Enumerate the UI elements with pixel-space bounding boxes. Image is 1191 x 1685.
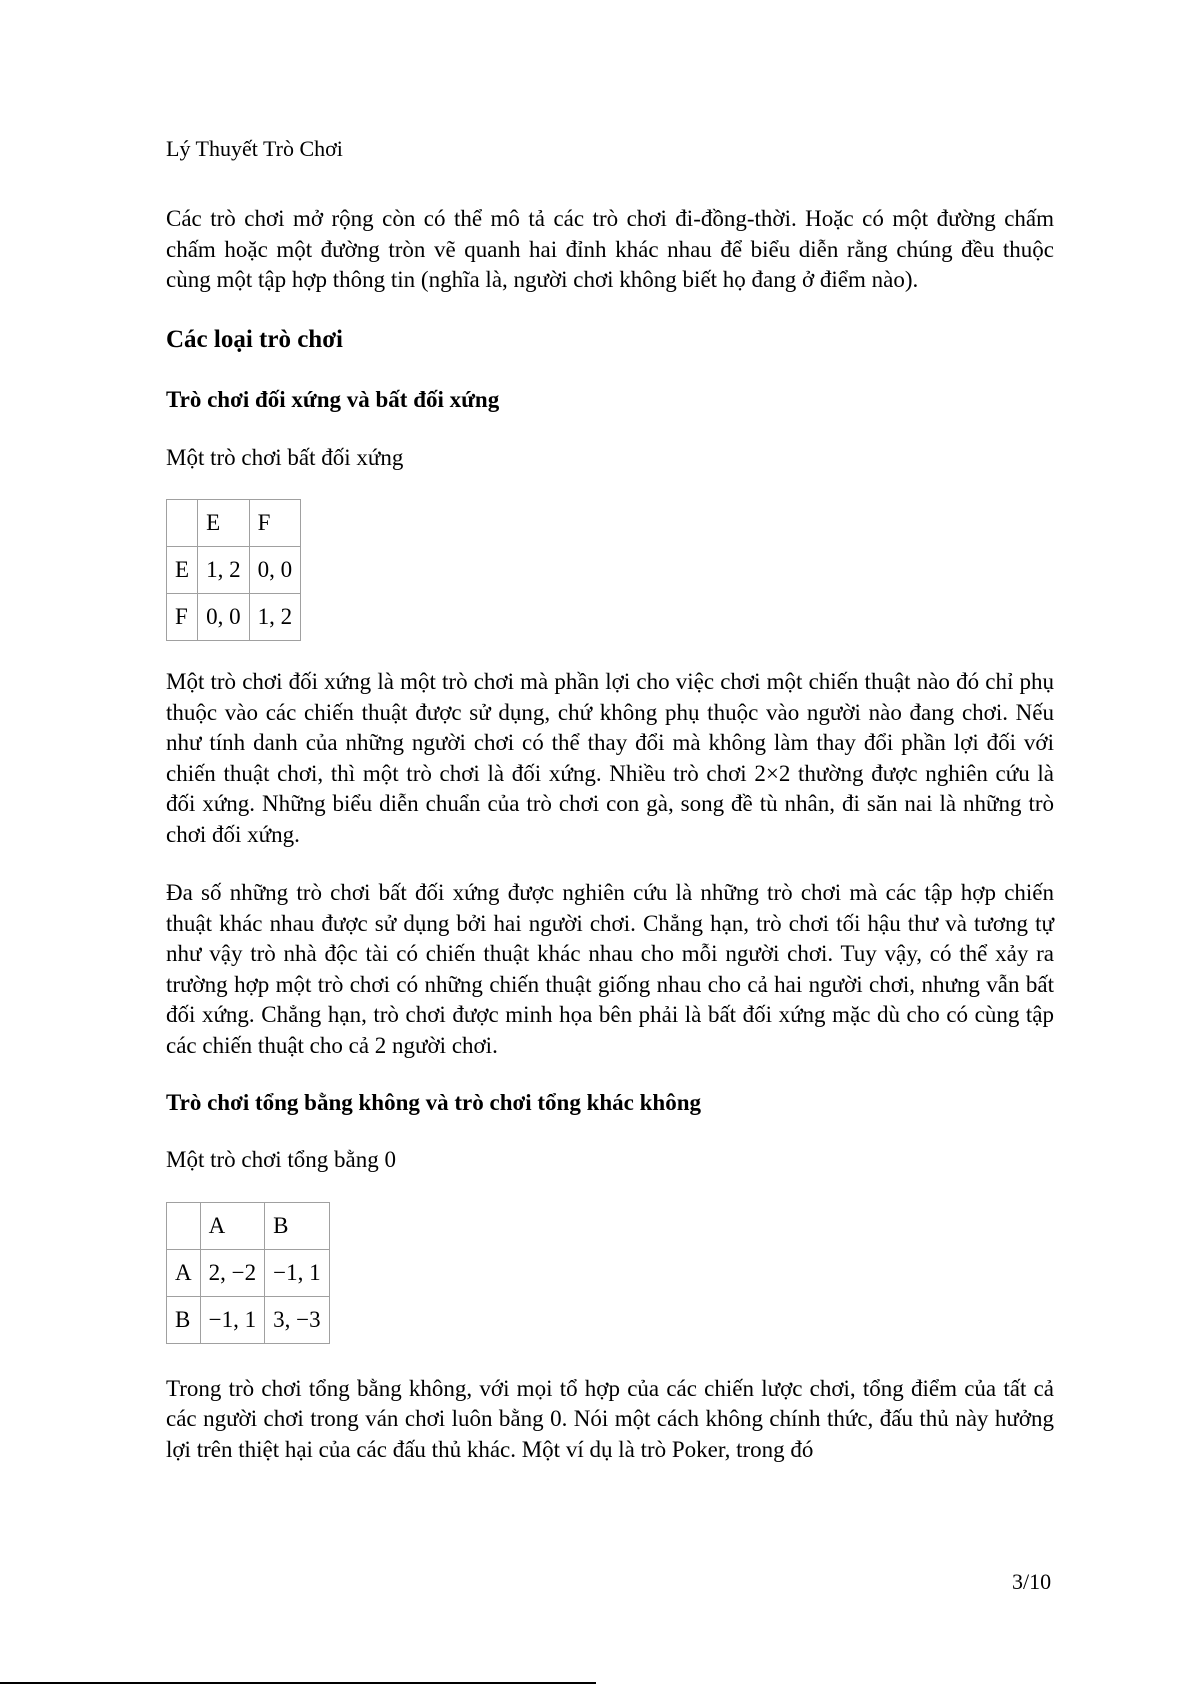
zero-sum-heading: Trò chơi tổng bằng không và trò chơi tổng khác không (166, 1090, 701, 1115)
page-number: 3/10 (1012, 1569, 1052, 1594)
asymmetric-payoff-table (166, 499, 301, 641)
symmetric-paragraph-2: Đa số những trò chơi bất đối xứng được nghiên cứu là những trò chơi mà các tập hợp chiến thuật khác nhau được sử dụng bởi hai người chơi. Chẳng hạn, trò chơi tối hậu thư và tương tự như vậy trò nhà độc tài có chiến thuật khác nhau cho mỗi người chơi. Tuy vậy, có thể xảy ra trường hợp một trò chơi có những chiến thuật giống nhau cho cả hai người chơi, nhưng vẫn bất đối xứng. Chẳng hạn, trò chơi được minh họa bên phải là bất đối xứng mặc dù cho có cùng tập các chiến thuật cho cả 2 người chơi. (166, 880, 1054, 1058)
table-corner-cell (167, 500, 198, 547)
footer-divider (0, 1682, 628, 1684)
payoff-cell: 0, 0 (198, 594, 250, 641)
table-header-row (167, 500, 301, 547)
payoff-cell: 0, 0 (249, 547, 301, 594)
table-row (167, 594, 301, 641)
payoff-cell: −1, 1 (200, 1296, 264, 1343)
footer-divider-gap (596, 1682, 628, 1684)
row-label-cell: E (167, 547, 198, 594)
row-label-cell: F (167, 594, 198, 641)
table-row (167, 1249, 330, 1296)
payoff-cell: 1, 2 (198, 547, 250, 594)
symmetric-paragraph-1: Một trò chơi đối xứng là một trò chơi mà phần lợi cho việc chơi một chiến thuật nào đó chỉ phụ thuộc vào các chiến thuật được sử dụng, chứ không phụ thuộc vào người nào đang chơi. Nếu như tính danh của những người chơi có thể thay đổi mà không làm thay đổi phần lợi đối với chiến thuật chơi, thì một trò chơi là đối xứng. Nhiều trò chơi 2×2 thường được nghiên cứu là đối xứng. Những biểu diễn chuẩn của trò chơi con gà, song đề tù nhân, đi săn nai là những trò chơi đối xứng. (166, 669, 1054, 847)
zero-sum-payoff-table (166, 1202, 330, 1344)
zero-sum-caption: Một trò chơi tổng bằng 0 (166, 1147, 396, 1172)
table-row (167, 1296, 330, 1343)
payoff-cell: 2, −2 (200, 1249, 264, 1296)
table-header-row (167, 1202, 330, 1249)
symmetric-caption: Một trò chơi bất đối xứng (166, 444, 404, 470)
row-label-cell: B (167, 1296, 201, 1343)
row-label-cell: A (167, 1249, 201, 1296)
payoff-cell: 3, −3 (265, 1296, 329, 1343)
table-row (167, 547, 301, 594)
table-corner-cell (167, 1202, 201, 1249)
table-header-cell: E (198, 500, 250, 547)
table-header-cell: F (249, 500, 301, 547)
page-content (166, 204, 1054, 1465)
payoff-cell: 1, 2 (249, 594, 301, 641)
section-title: Các loại trò chơi (166, 325, 344, 353)
table-header-cell: B (265, 1202, 329, 1249)
symmetric-heading: Trò chơi đối xứng và bất đối xứng (166, 386, 500, 412)
running-header: Lý Thuyết Trò Chơi (166, 136, 343, 161)
payoff-cell: −1, 1 (265, 1249, 329, 1296)
table-header-cell: A (200, 1202, 264, 1249)
intro-paragraph: Các trò chơi mở rộng còn có thể mô tả các trò chơi đi-đồng-thời. Hoặc có một đường chấm chấm hoặc một đường tròn vẽ quanh hai đỉnh khác nhau để biểu diễn rằng chúng đều thuộc cùng một tập hợp thông tin (nghĩa là, người chơi không biết họ đang ở điểm nào). (166, 206, 1054, 292)
zero-sum-paragraph: Trong trò chơi tổng bằng không, với mọi tổ hợp của các chiến lược chơi, tổng điểm của tất cả các người chơi trong ván chơi luôn bằng 0. Nói một cách không chính thức, đấu thủ này hưởng lợi trên thiệt hại của các đấu thủ khác. Một ví dụ là trò Poker, trong đó (166, 1375, 1054, 1462)
